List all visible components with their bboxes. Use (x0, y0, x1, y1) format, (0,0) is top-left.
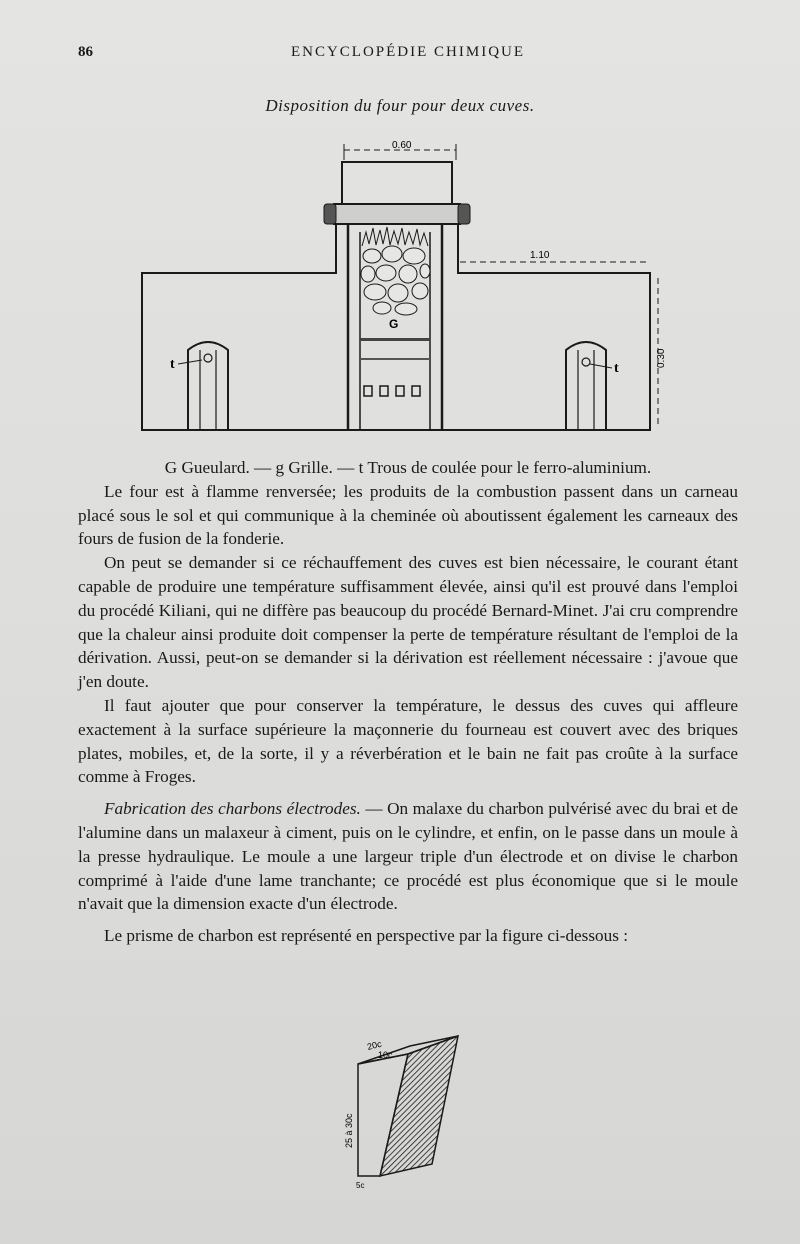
figure-title: Disposition du four pour deux cuves. (265, 96, 535, 115)
page-number: 86 (78, 44, 93, 60)
section-paragraph (78, 797, 738, 916)
grate (364, 386, 420, 396)
furnace-beam (334, 204, 460, 224)
label-g: G (389, 317, 399, 331)
paragraph: Il faut ajouter que pour conserver la température, le dessus des cuves qui affleure exactement à la surface supérieure la maçonnerie du fourneau est couvert avec des briques plates, mobiles, et, de la sorte, il y a réverbération et le bain ne fait pas croûte à la surface comme à Froges. (78, 695, 738, 787)
dim-height: 0.30 (656, 348, 667, 368)
bolt-right (458, 204, 470, 224)
fuel-charge (361, 246, 430, 315)
paragraph: Le prisme de charbon est représenté en perspective par la figure ci-dessous : (104, 926, 629, 946)
prism-dim-side: 25 à 30c (344, 1113, 354, 1148)
prism-dim-inner: 10c (378, 1050, 393, 1060)
running-title: ENCYCLOPÉDIE CHIMIQUE (290, 44, 526, 60)
prism-dim-top: 20c (366, 1038, 383, 1052)
furnace-top-box (342, 162, 452, 210)
tap-column-right (566, 342, 606, 430)
label-t-left: t (170, 357, 175, 372)
furnace-diagram (130, 128, 670, 438)
page-header (78, 44, 738, 68)
label-t-right: t (614, 361, 619, 376)
tap-column-left (188, 342, 228, 430)
dim-right: 1.10 (530, 250, 550, 261)
paragraph: Le four est à flamme renversée; les produits de la combustion passent dans un carneau placé sous le sol et qui communique à la cheminée où aboutissent également les carneaux des fours de fusion de la fonderie. (78, 481, 738, 549)
section-text: — On malaxe du charbon pulvérisé avec du brai et de l'alumine dans un malaxeur à ciment, puis on le cylindre, et enfin, on le passe dans un moule à la presse hydraulique. Le moule a une largeur triple d'un électrode et on divise le charbon comprimé à l'aide d'une lame tranchante; ce procédé est plus économique que si le moule n'avait que la dimension exacte d'un électrode. (78, 799, 738, 914)
fuel-top (362, 227, 428, 246)
page-body (78, 456, 738, 948)
carbon-prism-figure (328, 1024, 488, 1194)
dim-top: 0.60 (392, 140, 412, 151)
prism-dim-bottom: 5c (356, 1181, 365, 1190)
paragraph: On peut se demander si ce réchauffement des cuves est bien nécessaire, le courant étant capable de produire une température suffisamment élevée, ainsi qu'il est prouvé dans l'emploi du procédé Kiliani, qui ne diffère pas beaucoup du procédé Bernard-Minet. J'ai cru comprendre que la chaleur ainsi produite doit compenser la perte de température résultant de l'emploi de la dérivation. Aussi, peut-on se demander si la dérivation est réellement nécessaire : j'avoue que j'en doute. (78, 553, 738, 692)
section-run-in: Fabrication des charbons électrodes. (104, 799, 361, 819)
bolt-left (324, 204, 336, 224)
figure-caption: G Gueulard. — g Grille. — t Trous de coulée pour le ferro-aluminium. (164, 458, 652, 477)
